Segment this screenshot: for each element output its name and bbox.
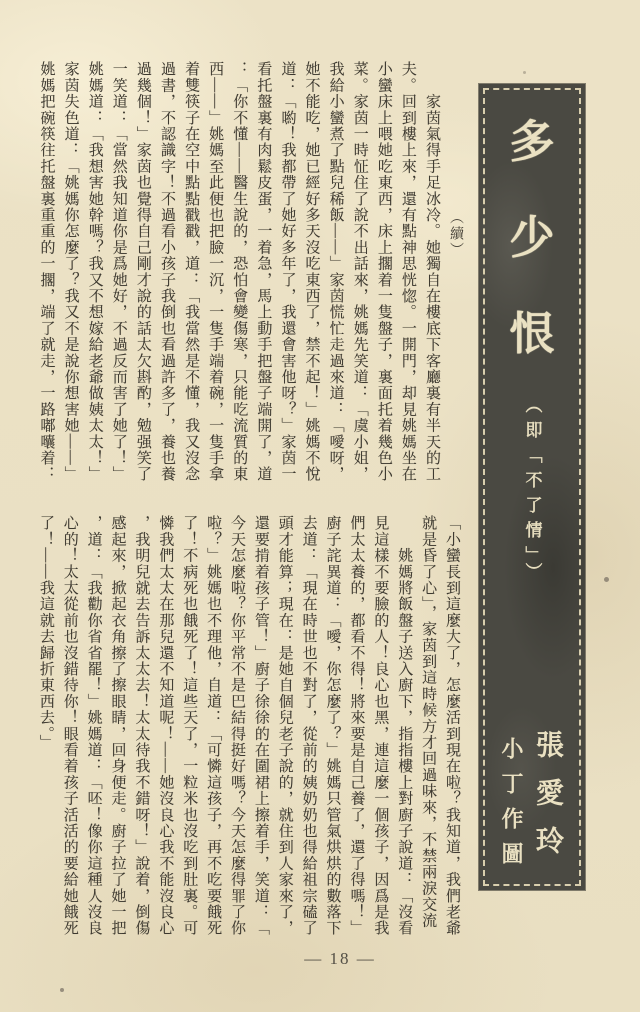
- text-column: 就是昏了心」，家茵到這時候方才回過味來，不禁兩淚交流: [420, 515, 437, 929]
- page-title: [479, 117, 585, 359]
- continued-marker: （續）: [448, 210, 463, 258]
- text-column: ：「你不懂——醫生說的，恐怕會變傷寒，只能吃流質的東: [231, 61, 248, 483]
- illustrator-credit: 小丁作圖: [499, 737, 524, 877]
- text-column: 着雙筷子在空中點點戳戳，道：「我當然是不懂，我又沒念: [183, 61, 200, 483]
- text-column: 家茵失色道：「姚媽你怎麼了？我又不是說你想害她——」: [62, 61, 79, 483]
- top-text-block: [34, 61, 444, 487]
- text-column: 夫。回到樓上來，還有點神思恍惚。一開門，却見姚媽坐在: [399, 61, 416, 483]
- text-column: 道：「喲！我都帶了她好多年了，我還會害他呀？」家茵一: [279, 61, 296, 483]
- text-column: 姚媽道：「我想害她幹嗎？我又不想嫁給老爺做姨太太！」: [86, 61, 103, 483]
- ink-speck: [604, 577, 609, 582]
- text-column: 了！不病死也餓死了！這些天了，一粒米也沒吃到肚裏。可: [181, 515, 198, 937]
- text-column: 過幾個！」家茵也覺得自己剛才說的話太欠斟酌，勉强笑了: [134, 61, 151, 483]
- text-column: 一笑道：「當然我知道你是爲她好，不過反而害了她了！」: [110, 61, 127, 483]
- subtitle-wrap: [479, 396, 585, 588]
- text-column: 姚媽把碗筷往托盤裏重重的一擱，端了就走，一路嘟囔着：: [38, 61, 55, 483]
- text-column: 家茵氣得手足冰冷。她獨自在樓底下客廳裏有半天的工: [424, 61, 440, 483]
- text-column: 們太太養的，都看不得！將來要是自己養了，還了得嗎！」: [348, 515, 365, 937]
- text-column: 我給小蠻煮了點兒稀飯——」家茵慌忙走過來道：「噯呀，: [327, 61, 344, 483]
- text-column: 還要掯着孩子管！」廚子徐徐的在圍裙上擦着手，笑道：「: [252, 515, 269, 937]
- text-column: 廚子詫異道：「噯，你怎麼了？」姚媽只管氣烘烘的數落下: [324, 515, 341, 937]
- text-column: ，道：「我勸你省省罷！」姚媽道：「呸！像你這種人沒良: [85, 515, 102, 937]
- title-character: 少: [509, 213, 555, 263]
- text-column: 了！——我這就去歸折東西去。」: [37, 515, 54, 751]
- text-column: 姚媽將飯盤子送入廚下，指指樓上對廚子說道：「沒看: [396, 515, 413, 937]
- text-column: ，我明兒就去告訴太太去！太太待我不錯呀！」說着，倒傷: [133, 515, 150, 937]
- text-column: 菜。家茵一時怔住了說不出話來，姚媽先笑道：「虞小姐，: [351, 61, 368, 483]
- text-column: 「小蠻長到這麼大了，怎麼活到現在啦？我知道，我們老爺: [444, 515, 460, 937]
- text-column: 今天怎麼啦？你平常不是巴結得挺好嗎？今天怎麼得罪了你: [228, 515, 245, 937]
- text-column: 頭才能算；現在：是她自個兒老子說的，就住到人家來了，: [276, 515, 293, 937]
- text-column: 西——」姚媽至此便也把臉一沉，一隻手端着碗，一隻手拿: [207, 61, 224, 483]
- title-character: 恨: [509, 309, 555, 359]
- text-column: 憐我們太太在那兒還不知道呢！——她沒良心我不能沒良心: [157, 515, 174, 937]
- text-column: 去道：「現在時世也不對了，從前的姨奶奶也得給祖宗磕了: [300, 515, 317, 937]
- bottom-text-block: [33, 515, 463, 941]
- subtitle: （即「不了情」）: [522, 396, 542, 588]
- author-name: 張愛玲: [532, 730, 563, 874]
- title-banner: [479, 84, 585, 890]
- text-column: 見這樣不要臉的人！良心也黑，連這麼一個孩子，因爲是我: [372, 515, 389, 937]
- title-character: 多: [509, 117, 555, 167]
- text-column: 啦？」姚媽也不理他，自道：「可憐這孩子，再不吃要餓死: [205, 515, 222, 937]
- text-column: 她不能吃，她已經好多天沒吃東西了，禁不起！」姚媽不悅: [303, 61, 320, 483]
- text-column: 感起來，掀起衣角擦了擦眼睛，回身便走。廚子拉了她一把: [109, 515, 126, 937]
- text-column: 看托盤裏有肉鬆皮蛋，一着急，馬上動手把盤子端開了，道: [255, 61, 272, 483]
- ink-speck: [523, 71, 526, 74]
- ink-speck: [60, 988, 64, 992]
- page-number: — 18 —: [304, 949, 376, 968]
- text-column: 過書，不認識字！不過看小孩子我倒也看過許多了，養也養: [158, 61, 175, 483]
- text-column: 心的！太太從前也沒錯待你！眼看着孩子活活的要給她餓死: [61, 515, 78, 937]
- text-column: 小蠻床上喂她吃東西，床上擱着一隻盤子，裏面托着幾色小: [375, 61, 392, 483]
